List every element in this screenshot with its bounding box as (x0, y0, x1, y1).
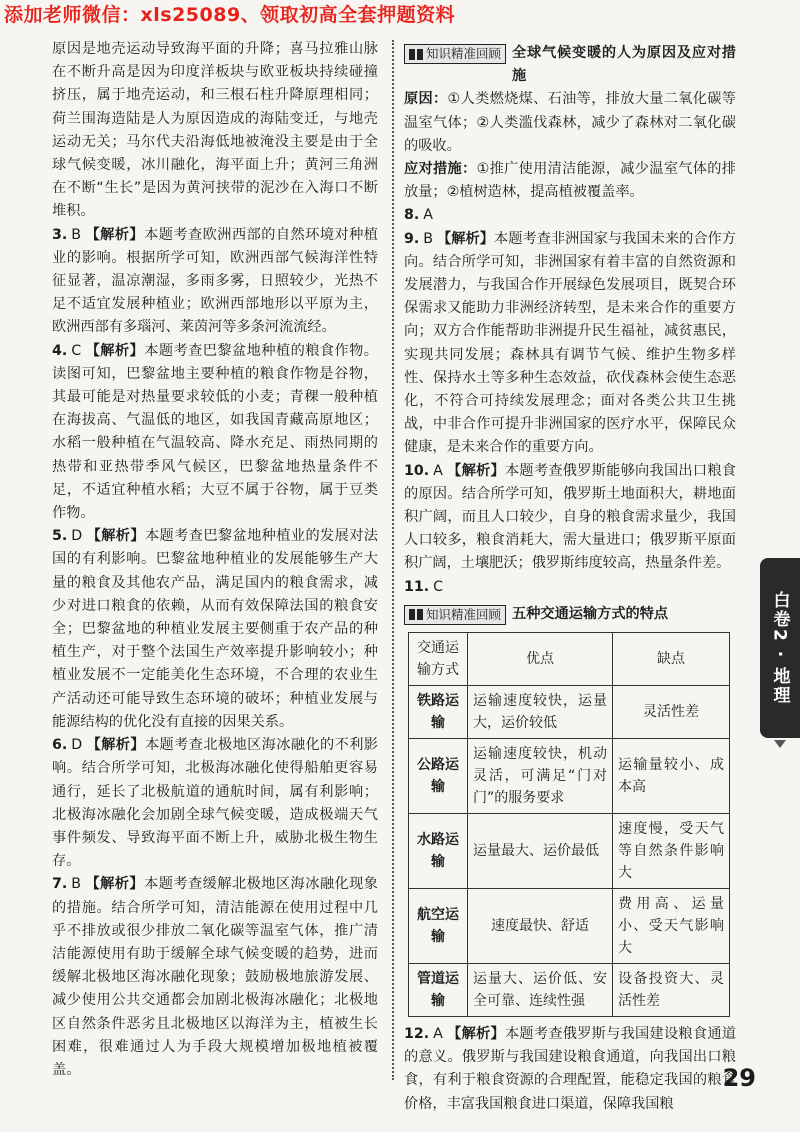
item-number: 7. (52, 876, 68, 893)
table-row (409, 739, 730, 814)
table-header-row (409, 633, 730, 686)
watermark-banner: 添加老师微信：xls25089、领取初高全套押题资料 (4, 4, 456, 26)
analysis-tag: 【解析】 (446, 1026, 505, 1043)
item-number: 10. (404, 462, 430, 479)
knowledge-review-box-transport (404, 603, 736, 626)
answer-item-4 (52, 340, 378, 526)
cell-advantages: 运量大、运价低、安全可靠、连续性强 (468, 964, 613, 1017)
answer-item-9 (404, 228, 736, 460)
cell-disadvantages: 费用高、运量小、受天气影响大 (613, 889, 730, 964)
cell-advantages: 运输速度较快，运量大，运价较低 (468, 686, 613, 739)
measure-paragraph (404, 158, 736, 204)
answer-item-12 (404, 1023, 736, 1116)
table-row (409, 686, 730, 739)
answer-item-7 (52, 873, 378, 1082)
left-column (52, 38, 378, 1082)
item-number: 4. (52, 342, 68, 359)
item-answer: C (433, 578, 444, 595)
knowledge-review-badge: 知识精准回顾 (404, 605, 506, 625)
analysis-tag: 【解析】 (446, 462, 505, 479)
analysis-tag: 【解析】 (86, 528, 145, 545)
answer-item-6 (52, 734, 378, 873)
item-answer: A (433, 1026, 443, 1043)
item-answer: A (423, 207, 433, 224)
cell-mode: 水路运输 (409, 814, 468, 889)
knowledge-review-badge: 知识精准回顾 (404, 44, 506, 64)
cell-disadvantages: 速度慢，受天气等自然条件影响大 (613, 814, 730, 889)
book-icon (409, 609, 423, 620)
book-icon (409, 49, 423, 60)
item-answer: B (71, 876, 81, 893)
item-text: 本题考查巴黎盆地种植的粮食作物。读图可知，巴黎盆地主要种植的粮食作物是谷物，其最可能是对热量要求较低的小麦；青稞一般种植在海拔高、气温低的地区，如我国青藏高原地区；水稻一般种植在气温较高、降水充足、雨热同期的热带和亚热带季风气候区，巴黎盆地热量条件不足，不适宜种植水稻；大豆不属于谷物，属于豆类作物。 (52, 342, 378, 522)
item-text: 本题考查非洲国家与我国未来的合作方向。结合所学可知，非洲国家有着丰富的自然资源和发展潜力，与我国合作开展绿色发展项目，既契合环保需求又能助力非洲经济转型，是未来合作的重要方向；双方合作能帮助非洲提升民生福祉，减贫惠民，实现共同发展；森林具有调节气候、维护生物多样性、保持水土等多种生态效益，砍伐森林会使生态恶化，不符合可持续发展理念；面对各类公共卫生挑战，中非合作可提升非洲国家的医疗水平，保障民众健康，是未来合作的重要方向。 (404, 230, 736, 456)
item-text: 本题考查俄罗斯与我国建设粮食通道的意义。俄罗斯与我国建设粮食通道，向我国出口粮食，有利于粮食资源的合理配置，能稳定我国的粮食价格，丰富我国粮食进口渠道，保障我国粮 (404, 1026, 736, 1112)
analysis-tag: 【解析】 (85, 226, 145, 243)
measure-text: ①推广使用清洁能源，减少温室气体的排放量；②植树造林，提高植被覆盖率。 (404, 161, 736, 201)
intro-paragraph: 原因是地壳运动导致海平面的升降；喜马拉雅山脉在不断升高是因为印度洋板块与欧亚板块持续碰撞挤压，属于地壳运动，和三根石柱升降原理相同；荷兰围海造陆是人为原因造成的海陆变迁，与地壳运动无关；马尔代夫沿海低地被淹没主要是由于全球气候变暖，冰川融化，海平面上升；黄河三角洲在不断“生长”是因为黄河挟带的泥沙在入海口不断堆积。 (52, 41, 378, 220)
item-answer: C (71, 342, 82, 359)
cell-mode: 铁路运输 (409, 686, 468, 739)
answer-item-5 (52, 525, 378, 734)
answer-item-3 (52, 224, 378, 340)
table-row (409, 964, 730, 1017)
item-number: 12. (404, 1026, 430, 1043)
measure-label: 应对措施： (404, 161, 477, 178)
triangle-down-icon (774, 740, 786, 748)
cell-mode: 航空运输 (409, 889, 468, 964)
item-number: 5. (52, 528, 68, 545)
item-number: 11. (404, 578, 430, 595)
subject-side-tab: 白卷2 · 地理 (760, 558, 800, 738)
item-answer: B (71, 226, 81, 243)
cell-advantages: 运输速度较快，机动灵活，可满足“门对门”的服务要求 (468, 739, 613, 814)
analysis-tag: 【解析】 (85, 876, 145, 893)
answer-item-10 (404, 460, 736, 576)
box-heading: 五种交通运输方式的特点 (512, 605, 669, 622)
item-text: 本题考查北极地区海冰融化的不利影响。结合所学可知，北极海冰融化使得船舶更容易通行，延长了北极航道的通航时间，属有利影响；北极海冰融化会加剧全球气候变暖，造成极端天气事件频发、导致海平面不断上升，威胁北极生物生存。 (52, 737, 378, 870)
analysis-tag: 【解析】 (437, 230, 494, 247)
item-text: 本题考查俄罗斯能够向我国出口粮食的原因。结合所学可知，俄罗斯土地面积大，耕地面积广阔，而且人口较少，自身的粮食需求量少，我国人口较多，粮食消耗大，需大量进口；俄罗斯平原面积广阔，土壤肥沃；俄罗斯纬度较高，热量条件差。 (404, 462, 736, 572)
transport-table (408, 632, 730, 1017)
header-advantages: 优点 (468, 633, 613, 686)
cause-paragraph (404, 88, 736, 158)
item-text: 本题考查欧洲西部的自然环境对种植业的影响。根据所学可知，欧洲西部气候海洋性特征显著，温凉潮湿，多雨多雾，日照较少，光热不足不适宜发展种植业；欧洲西部地形以平原为主，欧洲西部有多瑙河、莱茵河等多条河流流经。 (52, 226, 378, 336)
item-answer: D (71, 737, 83, 754)
item-answer: D (71, 528, 83, 545)
cell-mode: 管道运输 (409, 964, 468, 1017)
header-mode: 交通运输方式 (409, 633, 468, 686)
item-number: 8. (404, 207, 420, 224)
cell-disadvantages: 运输量较小、成本高 (613, 739, 730, 814)
header-disadvantages: 缺点 (613, 633, 730, 686)
cause-text: ①人类燃烧煤、石油等，排放大量二氧化碳等温室气体；②人类滥伐森林，减少了森林对二氧化碳的吸收。 (404, 91, 736, 154)
cell-disadvantages: 设备投资大、灵活性差 (613, 964, 730, 1017)
item-text: 本题考查缓解北极地区海冰融化现象的措施。结合所学可知，清洁能源在使用过程中几乎不排放或很少排放二氧化碳等温室气体，推广清洁能源使用有助于缓解全球气候变暖的趋势，进而缓解北极地区海冰融化现象；鼓励极地旅游发展、减少使用公共交通都会加剧北极海冰融化；北极地区自然条件恶劣且北极地区以海洋为主，植被生长困难，很难通过人为手段大规模增加极地植被覆盖。 (52, 876, 378, 1078)
table-row (409, 889, 730, 964)
analysis-tag: 【解析】 (86, 737, 145, 754)
item-number: 3. (52, 226, 68, 243)
table-row (409, 814, 730, 889)
answer-item-11 (404, 576, 736, 599)
cell-advantages: 运量最大、运价最低 (468, 814, 613, 889)
item-answer: B (423, 230, 433, 247)
item-text: 本题考查巴黎盆地种植业的发展对法国的有利影响。巴黎盆地种植业的发展能够生产大量的粮食及其他农产品，满足国内的粮食需求，减少对进口粮食的依赖，从而有效保障法国的粮食安全；巴黎盆地的种植业发展主要侧重于农产品的种植生产，对于整个法国生产效率提升影响较小；种植业发展不一定能美化生态环境，不合理的农业生产活动还可能导致生态环境的破坏；种植业发展与能源结构的优化没有直接的因果关系。 (52, 528, 378, 730)
knowledge-review-box-climate (404, 42, 736, 88)
cause-label: 原因： (404, 91, 448, 108)
cell-advantages: 速度最快、舒适 (468, 889, 613, 964)
item-number: 6. (52, 737, 68, 754)
page-number: 29 (722, 1064, 756, 1092)
column-divider (392, 40, 394, 1080)
cell-disadvantages: 灵活性差 (613, 686, 730, 739)
box-heading: 全球气候变暖的人为原因及应对措施 (512, 45, 736, 85)
answer-item-8 (404, 204, 736, 227)
right-column (404, 38, 736, 1116)
cell-mode: 公路运输 (409, 739, 468, 814)
item-number: 9. (404, 230, 420, 247)
item-answer: A (433, 462, 443, 479)
analysis-tag: 【解析】 (85, 342, 145, 359)
